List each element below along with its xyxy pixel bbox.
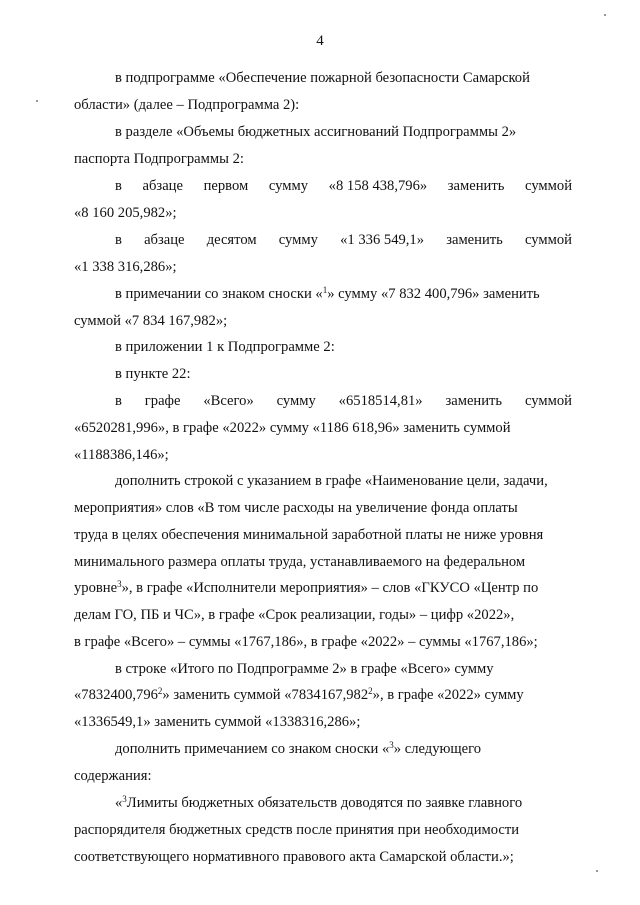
footnote-mark: 3 [389,740,394,750]
text-run: Лимиты бюджетных обязательств доводятся по заявке главного [126,795,523,811]
text-run: труда в целях обеспечения минимальной заработной платы не ниже уровня [74,527,544,543]
text-run: «1336549,1» заменить суммой «1338316,286»; [74,714,361,730]
word: заменить [446,232,503,248]
text-run: в пункте 22: [115,366,191,382]
text-run: «1 338 316,286»; [74,259,177,275]
word: в [115,393,122,409]
footnote-mark: 2 [157,686,163,696]
footnote-mark: 1 [322,285,328,295]
text-line [74,446,572,464]
text-line [74,231,572,249]
text-run: суммой «7 834 167,982»; [74,313,228,329]
text-line [74,499,572,517]
word: сумму [268,178,309,194]
text-line [74,258,572,276]
text-run: области» (далее – Подпрограмма 2): [74,97,300,113]
footnote-mark: 2 [368,686,373,696]
word: «Всего» [203,393,254,409]
text-run: в разделе «Объемы бюджетных ассигнований Подпрограммы 2» [115,124,517,140]
scan-speck [36,100,38,102]
text-line [74,204,572,222]
footnote-mark: 3 [122,794,127,804]
text-run: распорядителя бюджетных средств после принятия при необходимости [74,822,520,838]
word: в [115,232,122,248]
text-line [74,686,572,704]
text-run: в примечании со знаком сноски « [115,286,323,302]
text-line [74,579,572,597]
word: суммой [525,178,572,194]
text-run: в подпрограмме «Обеспечение пожарной безопасности Самарской [115,70,530,86]
text-line [74,633,572,651]
text-line [74,740,613,758]
text-run: » следующего [393,741,482,757]
text-line [74,848,572,866]
text-run: » заменить суммой «7834167,982 [162,687,369,703]
word: «1 336 549,1» [340,232,425,248]
text-line [74,123,613,141]
text-run: делам ГО, ПБ и ЧС», в графе «Срок реализации, годы» – цифр «2022», [74,607,515,623]
text-line [74,660,613,678]
word: абзаце [142,178,183,194]
word: заменить [447,178,505,194]
page-number: 4 [316,33,324,49]
text-run: паспорта Подпрограммы 2: [74,151,244,167]
word: сумму [276,393,316,409]
text-line [74,794,613,812]
text-run: мероприятия» слов «В том числе расходы на увеличение фонда оплаты [74,500,518,516]
text-run: « [115,795,123,811]
text-line [74,767,572,785]
text-run: соответствующего нормативного правового акта Самарской области.»; [74,849,514,865]
text-run: минимального размера оплаты труда, устанавливаемого на федеральном [74,554,526,570]
text-run: в строке «Итого по Подпрограмме 2» в графе «Всего» сумму [115,661,494,677]
text-run: в приложении 1 к Подпрограмме 2: [115,339,335,355]
text-line [74,472,613,490]
footnote-mark: 3 [117,579,122,589]
word: в [115,178,122,194]
text-line [74,312,572,330]
text-line [74,96,572,114]
text-run: дополнить примечанием со знаком сноски « [115,741,390,757]
text-run: содержания: [74,768,152,784]
word: абзаце [144,232,185,248]
text-run: уровне [74,580,118,596]
text-run: », в графе «2022» сумму [372,687,524,703]
text-run: «8 160 205,982»; [74,205,177,221]
text-line [74,338,613,356]
text-line [74,365,613,383]
text-run: «1188386,146»; [74,447,169,463]
text-line [74,150,572,168]
text-run: в графе «Всего» – суммы «1767,186», в графе «2022» – суммы «1767,186»; [74,634,538,650]
text-line [74,606,572,624]
text-line [74,285,613,303]
text-line [74,821,572,839]
word: заменить [445,393,503,409]
word: суммой [524,232,572,248]
word: десятом [206,232,257,248]
text-line [74,526,572,544]
text-run: «7832400,796 [74,687,158,703]
text-line [74,553,572,571]
word: «6518514,81» [338,393,423,409]
text-run: «6520281,996», в графе «2022» сумму «1186 618,96» заменить суммой [74,420,511,436]
word: первом [203,178,249,194]
word: сумму [278,232,318,248]
text-run: » сумму «7 832 400,796» заменить [327,286,540,302]
text-line [74,177,572,195]
text-line [74,419,572,437]
word: суммой [524,393,572,409]
text-run: », в графе «Исполнители мероприятия» – слов «ГКУСО «Центр по [121,580,539,596]
word: «8 158 438,796» [328,178,428,194]
word: графе [144,393,181,409]
text-run: дополнить строкой с указанием в графе «Наименование цели, задачи, [115,473,548,489]
scan-speck [604,14,606,16]
text-line [74,392,572,410]
scan-speck [596,870,598,872]
text-line [74,713,572,731]
text-line [74,69,613,87]
